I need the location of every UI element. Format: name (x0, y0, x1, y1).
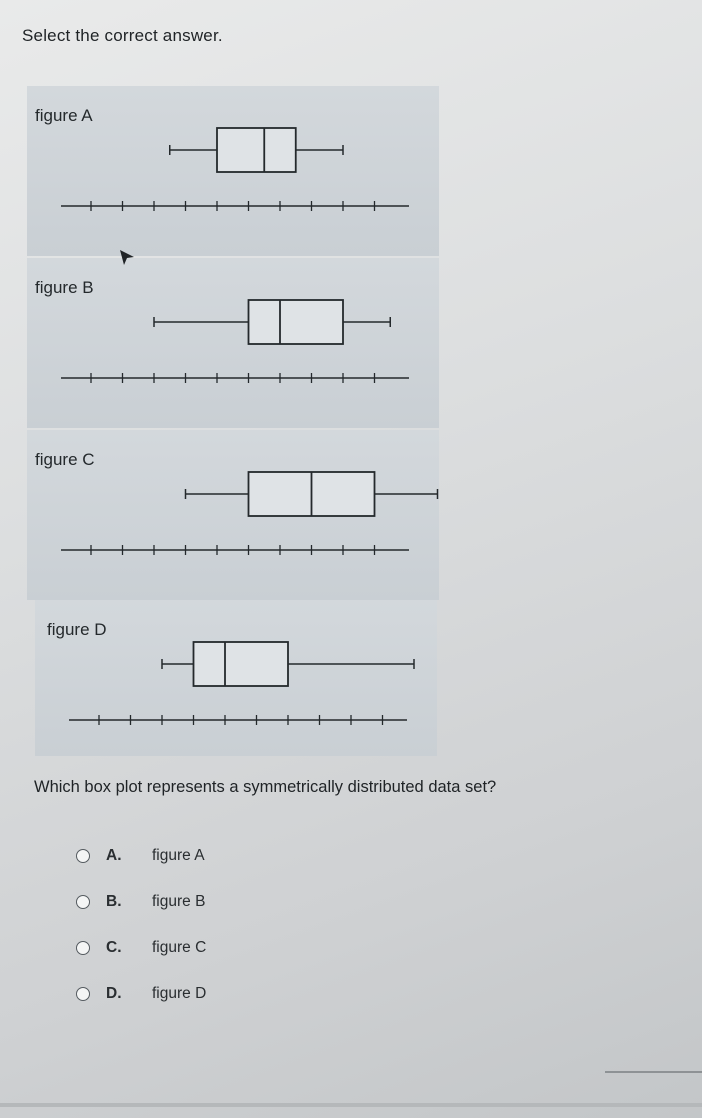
prompt-text: Select the correct answer. (22, 26, 223, 45)
figure-d-number-line (35, 600, 437, 740)
radio-button-icon[interactable] (76, 987, 90, 1001)
figure-c-number-line (27, 430, 439, 570)
option-b-letter: B. (106, 893, 122, 910)
option-d[interactable] (76, 982, 206, 1006)
question-text: Which box plot represents a symmetrically distributed data set? (34, 778, 497, 796)
figure-a-label: figure A (35, 106, 93, 125)
mouse-pointer-icon (118, 248, 136, 270)
option-c-letter: C. (106, 939, 122, 956)
figure-d-label: figure D (47, 620, 107, 639)
option-a-text: figure A (152, 847, 205, 864)
option-b-text: figure B (152, 893, 206, 910)
divider (605, 1071, 702, 1073)
option-c-text: figure C (152, 939, 207, 956)
figure-b-number-line (27, 258, 439, 398)
option-a-letter: A. (106, 847, 122, 864)
option-a[interactable] (76, 844, 205, 868)
figure-b-label: figure B (35, 278, 94, 297)
figure-c-panel (27, 430, 439, 600)
option-d-letter: D. (106, 985, 122, 1002)
option-b[interactable] (76, 890, 205, 914)
option-d-text: figure D (152, 985, 207, 1002)
figure-d-panel (35, 600, 437, 756)
divider (0, 1103, 702, 1107)
figure-c-label: figure C (35, 450, 95, 469)
option-c[interactable] (76, 936, 206, 960)
radio-button-icon[interactable] (76, 941, 90, 955)
figure-a-panel (27, 86, 439, 256)
radio-button-icon[interactable] (76, 895, 90, 909)
radio-button-icon[interactable] (76, 849, 90, 863)
figure-a-number-line (27, 86, 439, 226)
figure-b-panel (27, 258, 439, 428)
